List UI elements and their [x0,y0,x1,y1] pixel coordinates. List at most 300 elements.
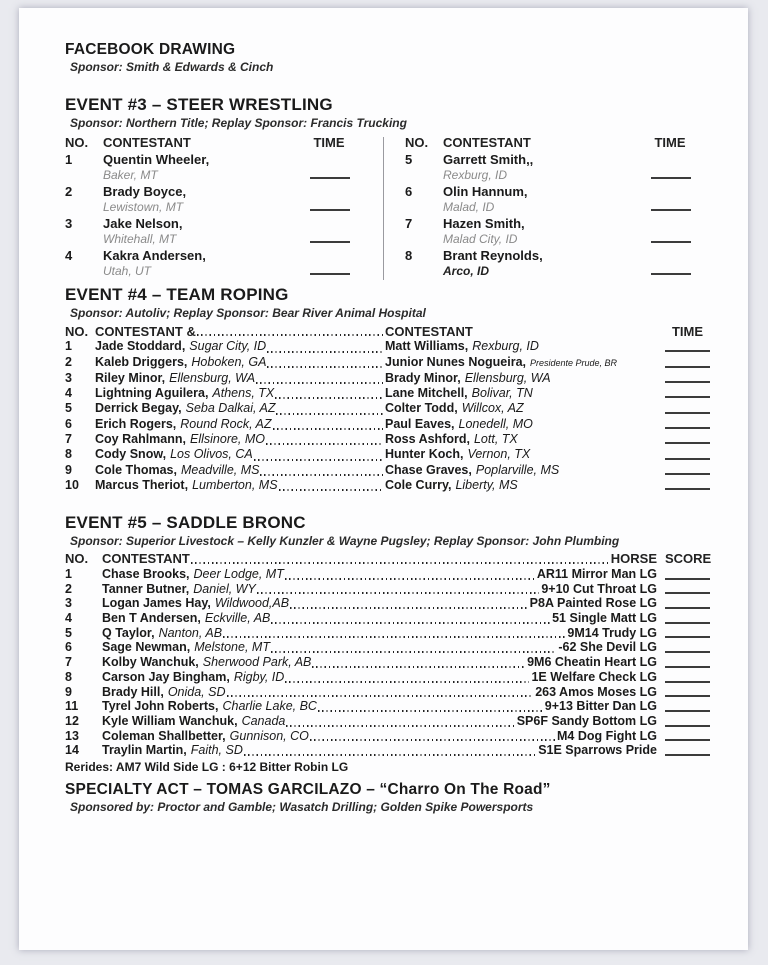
contestant-info [103,248,310,279]
time-blank [651,177,691,179]
header-left [65,324,385,339]
score-blank [665,607,710,609]
time-header: TIME [671,324,704,339]
contestant-entry [65,216,350,247]
horse-name: 9M14 Trudy LG [567,625,657,640]
team-roping-row [65,417,710,432]
heeler-hometown: Lonedell, MO [458,416,533,431]
dot-leader [267,351,383,353]
entry-number: 4 [65,611,72,626]
heeler-hometown: Bolivar, TN [471,386,533,401]
horse-name: SP6F Sandy Bottom LG [516,714,657,728]
team-roping-row [65,463,710,478]
score-blank [665,666,710,668]
contestant-list-left [65,152,350,279]
contestant-entry [65,248,350,279]
contestant-list-right [405,152,691,279]
saddle-bronc-row [65,670,710,685]
team-roping-title: EVENT #4 – TEAM ROPING [65,285,289,304]
contestant-info [103,152,310,183]
score-blank [665,754,710,756]
time-blank [651,241,691,243]
dot-leader [191,562,609,564]
team-roping-table [65,324,710,493]
contestant-header: CONTESTANT [443,135,531,150]
steer-wrestling-title: EVENT #3 – STEER WRESTLING [65,95,333,114]
team-roping-row [65,386,710,401]
heeler-name: Hunter Koch, [385,447,464,462]
contestant-info [443,248,651,279]
heeler-side [385,447,657,462]
score-blank [665,651,710,653]
row-main [102,685,657,700]
entry-number: 4 [65,386,72,401]
dot-leader [276,413,383,415]
table-header-row [65,552,710,567]
contestant-name: Kyle William Wanchuk, [102,714,238,728]
heeler-side [385,339,657,354]
dot-leader [256,382,383,384]
header-hometown: Athens, TX [212,386,275,401]
saddle-bronc-title: EVENT #5 – SADDLE BRONC [65,513,306,533]
contestant-name: Olin Hannum, [443,184,528,199]
row-main [102,655,657,670]
time-blank [310,273,350,275]
contestant-hometown: Deer Lodge, MT [193,566,284,581]
contestant-entry [65,184,350,215]
heeler-side [385,386,657,401]
header-hometown: Ellensburg, WA [169,370,256,385]
contestant-hometown: Canada [241,714,286,728]
score-blank [665,592,710,594]
no-header: NO. [65,551,89,567]
contestant-name: Tyrel John Roberts, [102,699,219,714]
contestant-name: Kakra Andersen, [103,248,206,263]
heeler-hometown: Presidente Prude, BR [530,357,618,368]
entry-number: 2 [65,581,72,596]
entry-number: 5 [65,401,72,416]
time-blank [665,396,710,398]
row-main [102,626,657,641]
score-blank [665,695,710,697]
facebook-drawing-sponsor: Sponsor: Smith & Edwards & Cinch [70,60,274,74]
dot-leader [257,592,540,594]
header-side [65,417,385,432]
time-blank [665,473,710,475]
header-name: Lightning Aguilera, [95,386,209,401]
dot-leader [275,397,383,399]
dot-leader [266,443,383,445]
contestant-hometown: Daniel, WY [193,581,256,596]
entry-number: 8 [65,669,72,684]
contestant-hometown: Baker, MT [103,168,158,182]
horse-header: HORSE [610,551,657,567]
time-header: TIME [654,135,686,150]
entry-number: 6 [65,416,72,431]
saddle-bronc-row [65,640,710,655]
header-name: Marcus Theriot, [95,477,189,492]
heeler-hometown: Ellensburg, WA [464,370,551,385]
dot-leader [271,651,556,653]
header-name: Coy Rahlmann, [95,432,186,447]
table-header-row [65,324,710,339]
heeler-name: Chase Graves, [385,462,472,477]
entry-number: 13 [65,728,79,743]
team-roping-row [65,447,710,462]
header-name: Riley Minor, [95,370,166,385]
team-roping-sponsor: Sponsor: Autoliv; Replay Sponsor: Bear River Animal Hospital [70,306,426,320]
entry-number: 6 [405,184,413,199]
team-roping-row [65,432,710,447]
contestant-hometown: Charlie Lake, BC [222,699,317,714]
contestant-hometown: Faith, SD [190,743,243,758]
header-hometown: Sugar City, ID [189,339,267,354]
heeler-name: Brady Minor, [385,370,461,385]
saddle-bronc-rows [65,567,710,758]
horse-name: 263 Amos Moses LG [535,684,657,699]
dot-leader [279,489,383,491]
entry-number: 7 [65,432,72,447]
entry-number: 9 [65,684,72,699]
saddle-bronc-row [65,567,710,582]
contestant-name: Jake Nelson, [103,216,183,231]
contestant-name: Kolby Wanchuk, [102,655,199,670]
row-main [102,582,657,597]
score-blank [665,710,710,712]
team-roping-rows [65,339,710,493]
contestant-entry [405,216,691,247]
horse-name: 9+13 Bitter Dan LG [544,699,657,714]
entry-number: 3 [65,216,73,231]
score-blank [665,578,710,580]
time-header: TIME [313,135,345,150]
time-blank [665,412,710,414]
saddle-bronc-row [65,685,710,700]
contestant-hometown: Gunnison, CO [229,728,309,743]
contestant-hometown: Sherwood Park, AB [202,655,312,670]
contestant-info [103,184,310,215]
entry-number: 6 [65,640,72,655]
saddle-bronc-row [65,699,710,714]
time-blank [665,381,710,383]
dot-leader [260,474,383,476]
dot-leader [267,366,383,368]
contestant-name: Chase Brooks, [102,566,190,581]
heeler-name: Junior Nunes Nogueira, [385,354,526,369]
contestant-hometown: Melstone, MT [194,640,270,655]
contestant-entry [405,248,691,279]
contestant-name: Logan James Hay, [102,596,211,611]
row-main [102,743,657,758]
horse-name: 51 Single Matt LG [552,611,657,626]
score-blank [665,636,710,638]
contestant-info [443,184,651,215]
document-content [19,8,748,814]
heeler-side [385,371,657,386]
header-side [65,478,385,493]
contestant-info [443,216,651,247]
dot-leader [312,666,525,668]
time-blank [665,350,710,352]
header-contestant-label: CONTESTANT & [95,324,196,339]
heeler-contestant-label: CONTESTANT [385,324,473,339]
heeler-hometown: Willcox, AZ [461,401,524,416]
header-name: Cole Thomas, [95,462,177,477]
entry-number: 2 [65,354,72,369]
no-header: NO. [405,135,429,150]
heeler-name: Cole Curry, [385,477,452,492]
heeler-hometown: Lott, TX [473,432,518,447]
team-roping-row [65,371,710,386]
heeler-name: Lane Mitchell, [385,386,468,401]
contestant-name: Q Taylor, [102,625,155,640]
heeler-side [385,432,657,447]
time-blank [665,442,710,444]
contestant-name: Tanner Butner, [102,581,190,596]
header-side [65,463,385,478]
contestant-info [443,152,651,183]
header-side [65,432,385,447]
heeler-name: Colter Todd, [385,401,458,416]
team-roping-row [65,339,710,354]
row-main [102,567,657,582]
document-page [19,8,748,950]
no-header: NO. [65,324,89,339]
horse-name: M4 Dog Fight LG [557,728,657,743]
header-name: Cody Snow, [95,447,167,462]
heeler-side [385,463,657,478]
dot-leader [285,681,529,683]
contestant-name: Traylin Martin, [102,743,187,758]
contestant-name: Garrett Smith,, [443,152,534,167]
score-blank [665,739,710,741]
contestant-hometown: Malad City, ID [443,232,518,246]
entry-number: 1 [65,339,72,354]
heeler-hometown: Poplarville, MS [475,462,560,477]
heeler-side [385,478,657,493]
contestant-hometown: Lewistown, MT [103,200,184,214]
entry-number: 3 [65,596,72,611]
header-name: Jade Stoddard, [95,339,186,354]
header-side [65,339,385,354]
horse-name: 1E Welfare Check LG [531,669,657,684]
header-side [65,401,385,416]
heeler-side [385,355,657,371]
column-header-row [65,135,350,150]
horse-name: S1E Sparrows Pride [538,743,657,758]
horse-name: P8A Painted Rose LG [529,596,657,611]
saddle-bronc-row [65,729,710,744]
saddle-bronc-row [65,596,710,611]
specialty-act-sponsor: Sponsored by: Proctor and Gamble; Wasatch Drilling; Golden Spike Powersports [70,800,534,815]
entry-number: 3 [65,370,72,385]
header-hometown: Meadville, MS [180,462,260,477]
contestant-hometown: Wildwood,AB [214,596,290,611]
contestant-entry [65,152,350,183]
saddle-bronc-sponsor: Sponsor: Superior Livestock – Kelly Kunzler & Wayne Pugsley; Replay Sponsor: John Plumbing [70,534,620,549]
score-blank [665,681,710,683]
entry-number: 5 [405,152,413,167]
time-blank [665,458,710,460]
score-header: SCORE [665,551,712,567]
time-blank [665,488,710,490]
contestant-name: Quentin Wheeler, [103,152,210,167]
specialty-act-section [65,781,710,814]
row-main [102,611,657,626]
no-header: NO. [65,135,89,150]
score-blank [665,725,710,727]
entry-number: 8 [405,248,413,263]
time-blank [665,366,710,368]
contestant-hometown: Whitehall, MT [103,232,177,246]
header-name: Erich Rogers, [95,416,177,431]
saddle-bronc-row [65,626,710,641]
column-header-row [405,135,691,150]
entry-number: 10 [65,477,79,492]
entry-number: 2 [65,184,73,199]
heeler-hometown: Vernon, TX [467,447,531,462]
contestant-name: Carson Jay Bingham, [102,669,230,684]
contestant-name: Brant Reynolds, [443,248,543,263]
rerides-note: Rerides: AM7 Wild Side LG : 6+12 Bitter Robin LG [65,760,349,775]
entry-number: 9 [65,462,72,477]
header-name: Kaleb Driggers, [95,354,188,369]
row-main [102,729,657,744]
team-roping-row [65,478,710,493]
time-blank [310,177,350,179]
contestant-entry [405,152,691,183]
contestant-hometown: Nanton, AB [158,625,223,640]
entry-number: 4 [65,248,73,263]
dot-leader [273,428,383,430]
saddle-bronc-row [65,743,710,758]
steer-wrestling-columns [65,135,710,280]
heeler-hometown: Liberty, MS [455,477,518,492]
contestant-header: CONTESTANT [103,135,191,150]
heeler-name: Ross Ashford, [385,432,470,447]
horse-name: 9+10 Cut Throat LG [541,581,657,596]
dot-leader [197,334,383,336]
entry-number: 8 [65,447,72,462]
time-blank [310,241,350,243]
contestant-hometown: Rigby, ID [233,669,285,684]
contestant-name: Sage Newman, [102,640,191,655]
contestant-hometown: Utah, UT [103,264,152,278]
contestant-hometown: Eckville, AB [204,611,271,626]
entry-number: 1 [65,152,73,167]
time-blank [310,209,350,211]
header-hometown: Hoboken, GA [191,354,267,369]
contestant-name: Brady Hill, [102,684,164,699]
dot-leader [271,622,550,624]
header-side [65,447,385,462]
entry-number: 7 [65,655,72,670]
header-hometown: Los Olivos, CA [170,447,253,462]
contestant-info [103,216,310,247]
entry-number: 14 [65,743,79,758]
contestant-name: Hazen Smith, [443,216,525,231]
header-side [65,386,385,401]
steer-wrestling-right-column [384,135,710,280]
row-main [102,640,657,655]
entry-number: 1 [65,566,72,581]
header-hometown: Seba Dalkai, AZ [185,401,276,416]
steer-wrestling-sponsor: Sponsor: Northern Title; Replay Sponsor: Francis Trucking [70,116,407,130]
header-hometown: Round Rock, AZ [180,416,272,431]
team-roping-row [65,401,710,416]
contestant-hometown: Rexburg, ID [443,168,508,182]
specialty-act-title: SPECIALTY ACT – TOMAS GARCILAZO – “Charro On The Road” [65,781,551,799]
saddle-bronc-table [65,552,710,758]
dot-leader [286,725,514,727]
horse-name: 9M6 Cheatin Heart LG [527,655,657,670]
steer-wrestling-left-column [65,135,383,280]
horse-name: -62 She Devil LG [558,640,657,655]
contestant-hometown: Arco, ID [443,264,490,278]
time-blank [651,273,691,275]
entry-number: 5 [65,625,72,640]
row-main [102,699,657,714]
heeler-name: Paul Eaves, [385,416,455,431]
entry-number: 11 [65,699,79,714]
dot-leader [310,739,555,741]
saddle-bronc-row [65,611,710,626]
team-roping-row [65,355,710,371]
saddle-bronc-row [65,714,710,729]
saddle-bronc-section [65,513,710,774]
dot-leader [290,607,528,609]
dot-leader [254,459,383,461]
entry-number: 12 [65,714,79,728]
header-name: Derrick Begay, [95,401,182,416]
horse-name: AR11 Mirror Man LG [536,566,657,581]
contestant-hometown: Malad, ID [443,200,495,214]
header-hometown: Lumberton, MS [192,477,278,492]
score-blank [665,622,710,624]
team-roping-section [65,285,710,493]
row-main [102,596,657,611]
heeler-side [385,417,657,432]
facebook-drawing-section [65,41,710,74]
heeler-name: Matt Williams, [385,339,469,354]
row-main [102,670,657,685]
saddle-bronc-row [65,582,710,597]
dot-leader [285,578,535,580]
contestant-hometown: Onida, SD [167,684,226,699]
time-blank [651,209,691,211]
saddle-bronc-row [65,655,710,670]
header-side [65,355,385,370]
heeler-hometown: Rexburg, ID [472,339,539,354]
contestant-name: Coleman Shallbetter, [102,728,226,743]
dot-leader [227,695,534,697]
time-blank [665,427,710,429]
header-hometown: Ellsinore, MO [190,432,266,447]
header-main [102,552,657,567]
contestant-name: Brady Boyce, [103,184,187,199]
contestant-name: Ben T Andersen, [102,611,201,626]
header-side [65,371,385,386]
facebook-drawing-title: FACEBOOK DRAWING [65,41,236,58]
dot-leader [223,636,565,638]
entry-number: 7 [405,216,413,231]
heeler-side [385,401,657,416]
dot-leader [318,710,543,712]
dot-leader [244,754,536,756]
contestant-entry [405,184,691,215]
contestant-header: CONTESTANT [102,551,190,567]
steer-wrestling-section [65,95,710,280]
